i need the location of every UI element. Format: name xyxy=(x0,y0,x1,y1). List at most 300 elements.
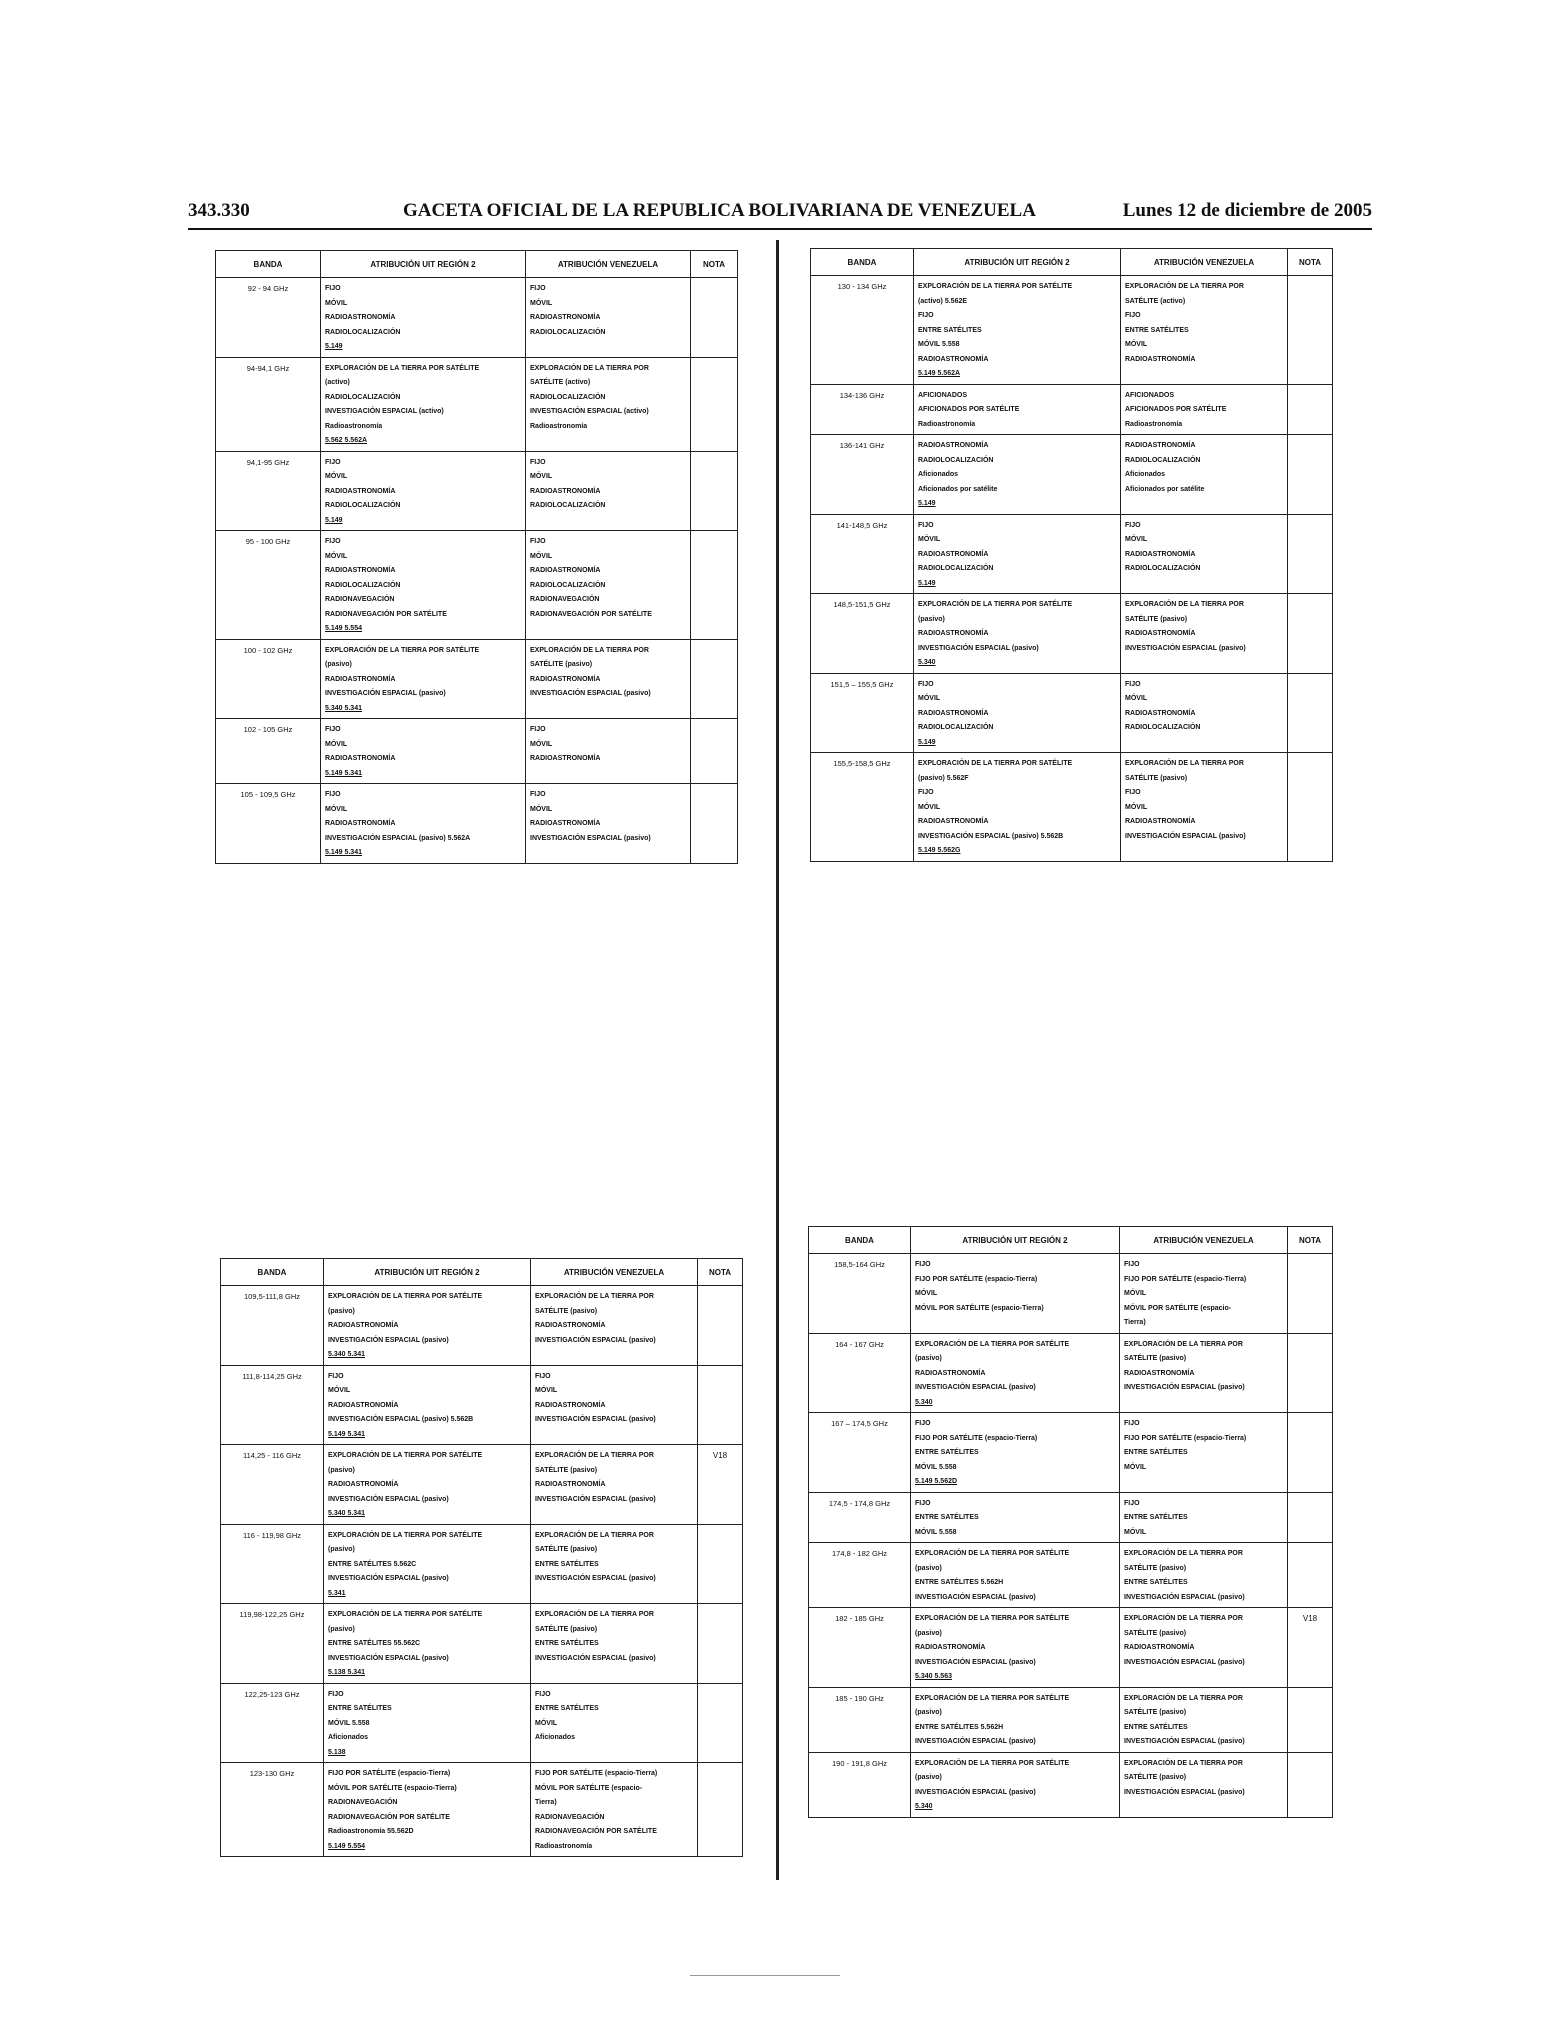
allocation-line: SATÉLITE (pasivo) xyxy=(1124,1709,1187,1716)
allocation-line: Radioastronomía xyxy=(325,422,383,430)
allocation-line: RADIOASTRONOMÍA xyxy=(530,567,601,574)
allocation-line: Tierra) xyxy=(535,1799,557,1806)
venezuela-header: ATRIBUCIÓN VENEZUELA xyxy=(531,1259,698,1286)
footnote-refs: 5.340 xyxy=(915,1398,933,1406)
footnote-refs: 5.149 5.562G xyxy=(918,847,961,854)
allocation-line: MÓVIL xyxy=(1125,695,1148,702)
allocation-line: MÓVIL xyxy=(325,805,348,813)
allocation-line: Radioastronomía 55.562D xyxy=(328,1828,414,1835)
frequency-table-bottom-right xyxy=(808,1226,1333,1818)
column-divider xyxy=(776,240,779,1880)
allocation-line: INVESTIGACIÓN ESPACIAL (pasivo) xyxy=(1124,1593,1245,1601)
region2-cell xyxy=(911,1254,1120,1334)
banda-header: BANDA xyxy=(811,249,914,276)
band-cell: 141-148,5 GHz xyxy=(811,514,914,594)
region2-header: ATRIBUCIÓN UIT REGIÓN 2 xyxy=(321,251,526,278)
region2-cell xyxy=(321,451,526,531)
venezuela-cell xyxy=(526,639,691,719)
allocation-line: FIJO POR SATÉLITE (espacio-Tierra) xyxy=(1124,1275,1247,1283)
allocation-line: FIJO POR SATÉLITE (espacio-Tierra) xyxy=(535,1770,658,1777)
allocation-line: ENTRE SATÉLITES xyxy=(535,1705,599,1712)
band-cell: 105 - 109,5 GHz xyxy=(216,784,321,864)
allocation-line: AFICIONADOS POR SATÉLITE xyxy=(918,406,1020,413)
allocation-line: RADIOLOCALIZACIÓN xyxy=(325,502,401,509)
table-row xyxy=(811,673,1333,753)
allocation-line: EXPLORACIÓN DE LA TIERRA POR SATÉLITE xyxy=(328,1293,483,1300)
allocation-line: FIJO xyxy=(918,521,934,529)
allocation-line: EXPLORACIÓN DE LA TIERRA POR SATÉLITE xyxy=(328,1611,483,1618)
venezuela-cell xyxy=(1120,1492,1288,1543)
frequency-table-top-left xyxy=(215,250,738,864)
venezuela-cell xyxy=(1121,384,1288,435)
region2-cell xyxy=(914,753,1121,862)
allocation-line: FIJO POR SATÉLITE (espacio-Tierra) xyxy=(1124,1434,1247,1442)
footnote-refs: 5.340 xyxy=(915,1803,933,1810)
allocation-line: AFICIONADOS xyxy=(1125,391,1174,399)
nota-cell xyxy=(1288,1254,1333,1334)
band-cell: 134-136 GHz xyxy=(811,384,914,435)
allocation-line: RADIOASTRONOMÍA xyxy=(918,630,989,637)
allocation-line: RADIOASTRONOMÍA xyxy=(325,487,396,495)
allocation-line: ENTRE SATÉLITES 55.562C xyxy=(328,1640,421,1647)
footnote-refs: 5.149 5.562D xyxy=(915,1478,958,1485)
allocation-line: FIJO xyxy=(530,791,546,798)
allocation-line: RADIOASTRONOMÍA xyxy=(530,820,601,827)
allocation-line: RADIOASTRONOMÍA xyxy=(1125,550,1196,558)
allocation-line: EXPLORACIÓN DE LA TIERRA POR xyxy=(1124,1550,1243,1557)
allocation-line: EXPLORACIÓN DE LA TIERRA POR SATÉLITE xyxy=(915,1615,1070,1622)
allocation-line: INVESTIGACIÓN ESPACIAL (pasivo) xyxy=(1124,1658,1245,1666)
region2-cell xyxy=(911,1608,1120,1688)
allocation-line: FIJO xyxy=(918,680,934,688)
gazette-title: GACETA OFICIAL DE LA REPUBLICA BOLIVARIANA DE VENEZUELA xyxy=(403,200,1036,221)
allocation-line: FIJO xyxy=(915,1261,931,1268)
allocation-line: FIJO xyxy=(1124,1261,1140,1268)
nota-cell: V18 xyxy=(1288,1608,1333,1688)
allocation-line: INVESTIGACIÓN ESPACIAL (activo) xyxy=(530,408,649,415)
venezuela-cell xyxy=(531,1683,698,1763)
allocation-line: RADIOLOCALIZACIÓN xyxy=(1125,724,1201,731)
allocation-line: FIJO xyxy=(325,538,341,545)
nota-cell xyxy=(691,531,738,640)
allocation-line: FIJO xyxy=(530,458,546,466)
nota-cell xyxy=(1288,276,1333,385)
allocation-line: ENTRE SATÉLITES xyxy=(1124,1514,1188,1521)
table-row xyxy=(809,1492,1333,1543)
table-row xyxy=(221,1286,743,1366)
band-cell: 151,5 – 155,5 GHz xyxy=(811,673,914,753)
venezuela-cell xyxy=(1120,1413,1288,1493)
allocation-line: ENTRE SATÉLITES xyxy=(918,326,982,334)
footnote-refs: 5.340 5.563 xyxy=(915,1673,952,1680)
allocation-line: FIJO xyxy=(915,1499,931,1507)
region2-cell xyxy=(914,276,1121,385)
venezuela-cell xyxy=(531,1365,698,1445)
table-row xyxy=(811,514,1333,594)
region2-cell xyxy=(911,1543,1120,1608)
publication-date: Lunes 12 de diciembre de 2005 xyxy=(1122,200,1372,221)
footnote-refs: 5.340 5.341 xyxy=(328,1510,365,1517)
allocation-line: (pasivo) 5.562F xyxy=(918,774,969,782)
allocation-line: INVESTIGACIÓN ESPACIAL (pasivo) xyxy=(530,834,651,842)
allocation-line: RADIOASTRONOMÍA xyxy=(325,820,396,827)
allocation-line: EXPLORACIÓN DE LA TIERRA POR xyxy=(535,1531,654,1539)
allocation-line: INVESTIGACIÓN ESPACIAL (pasivo) xyxy=(1124,1384,1245,1391)
table-row xyxy=(221,1365,743,1445)
page-number: 343.330 xyxy=(188,200,250,221)
footnote-refs: 5.149 xyxy=(918,500,936,507)
allocation-line: EXPLORACIÓN DE LA TIERRA POR xyxy=(1124,1759,1243,1767)
allocation-line: RADIOASTRONOMÍA xyxy=(1125,709,1196,717)
venezuela-cell xyxy=(1121,276,1288,385)
allocation-line: RADIOLOCALIZACIÓN xyxy=(530,502,606,509)
allocation-line: (pasivo) xyxy=(915,1629,942,1637)
band-cell: 182 - 185 GHz xyxy=(809,1608,911,1688)
allocation-line: MÓVIL POR SATÉLITE (espacio-Tierra) xyxy=(328,1784,457,1792)
venezuela-cell xyxy=(526,784,691,864)
allocation-line: INVESTIGACIÓN ESPACIAL (pasivo) xyxy=(328,1654,449,1662)
nota-cell xyxy=(1288,1492,1333,1543)
band-cell: 102 - 105 GHz xyxy=(216,719,321,784)
allocation-line: EXPLORACIÓN DE LA TIERRA POR xyxy=(1124,1615,1243,1622)
nota-cell xyxy=(1288,435,1333,515)
allocation-line: MÓVIL xyxy=(530,805,553,813)
region2-cell xyxy=(324,1365,531,1445)
allocation-line: EXPLORACIÓN DE LA TIERRA POR SATÉLITE xyxy=(915,1550,1070,1557)
region2-cell xyxy=(324,1286,531,1366)
allocation-line: (activo) xyxy=(325,379,350,386)
venezuela-cell xyxy=(526,357,691,451)
venezuela-cell xyxy=(1120,1608,1288,1688)
allocation-line: EXPLORACIÓN DE LA TIERRA POR xyxy=(530,646,649,654)
allocation-line: MÓVIL xyxy=(325,552,348,560)
allocation-line: EXPLORACIÓN DE LA TIERRA POR SATÉLITE xyxy=(328,1452,483,1459)
allocation-line: RADIOASTRONOMÍA xyxy=(535,1322,606,1329)
band-cell: 164 - 167 GHz xyxy=(809,1333,911,1413)
nota-cell xyxy=(698,1365,743,1445)
allocation-line: RADIOASTRONOMÍA xyxy=(1125,355,1196,363)
nota-cell: V18 xyxy=(698,1445,743,1525)
band-cell: 100 - 102 GHz xyxy=(216,639,321,719)
table-row xyxy=(221,1763,743,1857)
band-cell: 123-130 GHz xyxy=(221,1763,324,1857)
allocation-line: FIJO xyxy=(530,285,546,292)
allocation-line: RADIONAVEGACIÓN POR SATÉLITE xyxy=(328,1813,450,1821)
region2-cell xyxy=(911,1413,1120,1493)
venezuela-cell xyxy=(1121,594,1288,674)
nota-cell xyxy=(691,278,738,358)
venezuela-cell xyxy=(526,719,691,784)
allocation-line: INVESTIGACIÓN ESPACIAL (pasivo) xyxy=(535,1336,656,1344)
allocation-line: RADIOLOCALIZACIÓN xyxy=(1125,456,1201,464)
allocation-line: EXPLORACIÓN DE LA TIERRA POR SATÉLITE xyxy=(915,1694,1070,1702)
venezuela-header: ATRIBUCIÓN VENEZUELA xyxy=(526,251,691,278)
allocation-line: RADIOASTRONOMÍA xyxy=(918,355,989,363)
allocation-line: ENTRE SATÉLITES xyxy=(1124,1579,1188,1586)
allocation-line: RADIOLOCALIZACIÓN xyxy=(325,328,401,336)
allocation-line: SATÉLITE (pasivo) xyxy=(1124,1355,1187,1362)
venezuela-cell xyxy=(531,1286,698,1366)
nota-cell xyxy=(698,1683,743,1763)
allocation-line: RADIOLOCALIZACIÓN xyxy=(530,328,606,336)
allocation-line: RADIOASTRONOMÍA xyxy=(915,1644,986,1651)
table-row xyxy=(216,278,738,358)
table-row xyxy=(216,357,738,451)
allocation-line: (pasivo) xyxy=(915,1709,942,1716)
allocation-line: RADIOASTRONOMÍA xyxy=(530,755,601,762)
footnote-refs: 5.149 xyxy=(325,516,343,524)
nota-header: NOTA xyxy=(698,1259,743,1286)
allocation-line: ENTRE SATÉLITES 5.562C xyxy=(328,1560,417,1568)
allocation-line: SATÉLITE (pasivo) xyxy=(1124,1564,1187,1572)
allocation-line: INVESTIGACIÓN ESPACIAL (activo) xyxy=(325,408,444,415)
allocation-line: Radioastronomía xyxy=(535,1842,593,1850)
allocation-line: SATÉLITE (pasivo) xyxy=(535,1546,598,1553)
nota-header: NOTA xyxy=(1288,1227,1333,1254)
allocation-line: RADIOASTRONOMÍA xyxy=(535,1481,606,1488)
allocation-line: FIJO xyxy=(1125,521,1141,529)
allocation-line: INVESTIGACIÓN ESPACIAL (pasivo) xyxy=(328,1336,449,1344)
footnote-refs: 5.149 5.562A xyxy=(918,370,961,377)
allocation-line: SATÉLITE (activo) xyxy=(1125,297,1186,305)
allocation-line: EXPLORACIÓN DE LA TIERRA POR xyxy=(535,1611,654,1618)
footnote-refs: 5.138 xyxy=(328,1748,346,1756)
allocation-line: INVESTIGACIÓN ESPACIAL (pasivo) xyxy=(915,1384,1036,1391)
venezuela-cell xyxy=(526,451,691,531)
venezuela-header: ATRIBUCIÓN VENEZUELA xyxy=(1121,249,1288,276)
allocation-line: MÓVIL xyxy=(530,299,553,307)
nota-cell xyxy=(1288,1752,1333,1817)
allocation-line: RADIOASTRONOMÍA xyxy=(1125,442,1196,449)
table-row xyxy=(221,1683,743,1763)
band-cell: 95 - 100 GHz xyxy=(216,531,321,640)
allocation-line: FIJO xyxy=(325,458,341,466)
venezuela-cell xyxy=(526,278,691,358)
footnote-refs: 5.149 5.554 xyxy=(328,1842,365,1850)
table-row xyxy=(216,719,738,784)
footnote-refs: 5.138 5.341 xyxy=(328,1669,365,1676)
allocation-line: MÓVIL xyxy=(1124,1528,1147,1536)
allocation-line: FIJO xyxy=(530,726,546,733)
allocation-line: RADIOLOCALIZACIÓN xyxy=(918,724,994,731)
allocation-line: RADIOASTRONOMÍA xyxy=(328,1322,399,1329)
allocation-line: INVESTIGACIÓN ESPACIAL (pasivo) xyxy=(1125,832,1246,840)
allocation-line: MÓVIL xyxy=(918,536,941,543)
allocation-line: EXPLORACIÓN DE LA TIERRA POR xyxy=(530,364,649,372)
allocation-line: SATÉLITE (pasivo) xyxy=(1124,1629,1187,1637)
page-header xyxy=(188,198,1372,230)
allocation-line: EXPLORACIÓN DE LA TIERRA POR xyxy=(535,1293,654,1300)
allocation-line: INVESTIGACIÓN ESPACIAL (pasivo) xyxy=(915,1738,1036,1745)
allocation-line: MÓVIL xyxy=(530,552,553,560)
allocation-line: MÓVIL xyxy=(530,740,553,748)
region2-cell xyxy=(914,435,1121,515)
band-cell: 174,5 - 174,8 GHz xyxy=(809,1492,911,1543)
region2-cell xyxy=(914,594,1121,674)
allocation-line: MÓVIL xyxy=(1124,1463,1147,1471)
footnote-refs: 5.149 xyxy=(918,579,936,587)
allocation-line: EXPLORACIÓN DE LA TIERRA POR SATÉLITE xyxy=(915,1759,1070,1767)
region2-cell xyxy=(321,278,526,358)
venezuela-cell xyxy=(1121,514,1288,594)
footnote-refs: 5.149 xyxy=(918,738,936,746)
region2-cell xyxy=(914,673,1121,753)
allocation-line: MÓVIL xyxy=(1125,341,1148,348)
frequency-table-top-right xyxy=(810,248,1333,862)
allocation-line: (pasivo) xyxy=(918,615,945,623)
allocation-line: Aficionados por satélite xyxy=(1125,485,1205,493)
allocation-line: EXPLORACIÓN DE LA TIERRA POR SATÉLITE xyxy=(325,364,480,372)
nota-cell xyxy=(1288,753,1333,862)
allocation-line: (pasivo) xyxy=(915,1564,942,1572)
table-row xyxy=(221,1524,743,1604)
region2-cell xyxy=(914,384,1121,435)
band-cell: 155,5-158,5 GHz xyxy=(811,753,914,862)
allocation-line: EXPLORACIÓN DE LA TIERRA POR SATÉLITE xyxy=(918,601,1073,608)
nota-cell xyxy=(691,451,738,531)
table-row xyxy=(809,1333,1333,1413)
allocation-line: Radioastronomía xyxy=(1125,420,1183,428)
allocation-line: MÓVIL xyxy=(918,695,941,702)
allocation-line: SATÉLITE (activo) xyxy=(530,379,591,386)
allocation-line: RADIOLOCALIZACIÓN xyxy=(530,393,606,401)
allocation-line: SATÉLITE (pasivo) xyxy=(530,661,593,668)
band-cell: 114,25 - 116 GHz xyxy=(221,1445,324,1525)
table-row xyxy=(216,531,738,640)
table-row xyxy=(809,1608,1333,1688)
allocation-line: EXPLORACIÓN DE LA TIERRA POR xyxy=(1125,601,1244,608)
table-row xyxy=(811,276,1333,385)
footnote-refs: 5.149 5.341 xyxy=(325,769,362,777)
footnote-refs: 5.340 5.341 xyxy=(325,704,362,712)
band-cell: 92 - 94 GHz xyxy=(216,278,321,358)
band-cell: 94,1-95 GHz xyxy=(216,451,321,531)
band-cell: 111,8-114,25 GHz xyxy=(221,1365,324,1445)
allocation-line: ENTRE SATÉLITES 5.562H xyxy=(915,1723,1004,1731)
venezuela-cell xyxy=(526,531,691,640)
allocation-line: RADIONAVEGACIÓN xyxy=(328,1799,398,1806)
allocation-line: INVESTIGACIÓN ESPACIAL (pasivo) xyxy=(915,1788,1036,1796)
allocation-line: FIJO xyxy=(1125,789,1141,796)
allocation-line: MÓVIL xyxy=(1125,803,1148,811)
footnote-refs: 5.341 xyxy=(328,1589,346,1597)
allocation-line: FIJO POR SATÉLITE (espacio-Tierra) xyxy=(915,1275,1038,1283)
allocation-line: FIJO xyxy=(915,1420,931,1427)
allocation-line: FIJO xyxy=(328,1690,344,1698)
allocation-line: MÓVIL xyxy=(918,803,941,811)
allocation-line: (pasivo) xyxy=(325,661,352,668)
allocation-line: RADIONAVEGACIÓN POR SATÉLITE xyxy=(530,610,652,618)
allocation-line: SATÉLITE (pasivo) xyxy=(1125,774,1188,782)
allocation-line: MÓVIL xyxy=(1124,1290,1147,1297)
allocation-line: FIJO xyxy=(328,1372,344,1380)
allocation-line: (pasivo) xyxy=(328,1546,355,1553)
frequency-table-bottom-left xyxy=(220,1258,743,1857)
allocation-line: FIJO xyxy=(918,312,934,319)
region2-cell xyxy=(914,514,1121,594)
nota-cell xyxy=(1288,1543,1333,1608)
allocation-line: EXPLORACIÓN DE LA TIERRA POR SATÉLITE xyxy=(325,646,480,654)
allocation-line: ENTRE SATÉLITES xyxy=(915,1449,979,1456)
venezuela-cell xyxy=(1120,1687,1288,1752)
allocation-line: INVESTIGACIÓN ESPACIAL (pasivo) xyxy=(918,644,1039,652)
table-header-row xyxy=(221,1259,743,1286)
allocation-line: INVESTIGACIÓN ESPACIAL (pasivo) xyxy=(328,1575,449,1582)
allocation-line: ENTRE SATÉLITES 5.562H xyxy=(915,1579,1004,1586)
band-cell: 109,5-111,8 GHz xyxy=(221,1286,324,1366)
allocation-line: (pasivo) xyxy=(328,1466,355,1474)
allocation-line: INVESTIGACIÓN ESPACIAL (pasivo) xyxy=(915,1658,1036,1666)
allocation-line: INVESTIGACIÓN ESPACIAL (pasivo) xyxy=(1125,644,1246,652)
allocation-line: RADIOASTRONOMÍA xyxy=(530,487,601,495)
venezuela-cell xyxy=(1120,1254,1288,1334)
band-cell: 185 - 190 GHz xyxy=(809,1687,911,1752)
allocation-line: FIJO xyxy=(1124,1420,1140,1427)
nota-cell xyxy=(1288,384,1333,435)
allocation-line: RADIOASTRONOMÍA xyxy=(918,818,989,825)
region2-cell xyxy=(321,719,526,784)
region2-cell xyxy=(321,357,526,451)
venezuela-cell xyxy=(1121,753,1288,862)
allocation-line: EXPLORACIÓN DE LA TIERRA POR xyxy=(535,1452,654,1459)
allocation-line: FIJO POR SATÉLITE (espacio-Tierra) xyxy=(328,1770,451,1777)
allocation-line: RADIOASTRONOMÍA xyxy=(325,755,396,762)
allocation-line: MÓVIL xyxy=(325,473,348,480)
allocation-line: RADIOASTRONOMÍA xyxy=(530,675,601,683)
band-cell: 122,25-123 GHz xyxy=(221,1683,324,1763)
allocation-line: SATÉLITE (pasivo) xyxy=(535,1625,598,1633)
nota-cell xyxy=(691,784,738,864)
allocation-line: ENTRE SATÉLITES xyxy=(1124,1449,1188,1456)
allocation-line: RADIOASTRONOMÍA xyxy=(325,567,396,574)
allocation-line: RADIONAVEGACIÓN xyxy=(535,1813,605,1821)
allocation-line: EXPLORACIÓN DE LA TIERRA POR SATÉLITE xyxy=(915,1340,1070,1348)
allocation-line: ENTRE SATÉLITES xyxy=(328,1705,392,1712)
allocation-line: RADIOLOCALIZACIÓN xyxy=(918,565,994,572)
venezuela-cell xyxy=(1120,1543,1288,1608)
allocation-line: RADIOASTRONOMÍA xyxy=(915,1369,986,1377)
allocation-line: INVESTIGACIÓN ESPACIAL (pasivo) xyxy=(1124,1738,1245,1745)
allocation-line: MÓVIL 5.558 xyxy=(328,1719,370,1727)
allocation-line: MÓVIL 5.558 xyxy=(915,1528,957,1536)
allocation-line: FIJO xyxy=(535,1372,551,1380)
allocation-line: FIJO xyxy=(918,789,934,796)
allocation-line: FIJO xyxy=(325,791,341,798)
band-cell: 94-94,1 GHz xyxy=(216,357,321,451)
region2-cell xyxy=(324,1524,531,1604)
allocation-line: RADIOLOCALIZACIÓN xyxy=(325,393,401,401)
allocation-line: RADIOASTRONOMÍA xyxy=(328,1401,399,1409)
allocation-line: (pasivo) xyxy=(915,1355,942,1362)
allocation-line: (pasivo) xyxy=(328,1307,355,1315)
nota-header: NOTA xyxy=(691,251,738,278)
allocation-line: MÓVIL xyxy=(325,740,348,748)
allocation-line: FIJO xyxy=(1125,680,1141,688)
allocation-line: MÓVIL 5.558 xyxy=(918,341,960,348)
allocation-line: INVESTIGACIÓN ESPACIAL (pasivo) xyxy=(915,1593,1036,1601)
region2-header: ATRIBUCIÓN UIT REGIÓN 2 xyxy=(911,1227,1120,1254)
banda-header: BANDA xyxy=(221,1259,324,1286)
nota-cell xyxy=(1288,594,1333,674)
allocation-line: MÓVIL POR SATÉLITE (espacio- xyxy=(1124,1304,1232,1312)
allocation-line: RADIONAVEGACIÓN POR SATÉLITE xyxy=(325,610,447,618)
allocation-line: EXPLORACIÓN DE LA TIERRA POR SATÉLITE xyxy=(328,1531,483,1539)
table-header-row xyxy=(216,251,738,278)
allocation-line: Radioastronomía xyxy=(530,422,588,430)
allocation-line: RADIONAVEGACIÓN POR SATÉLITE xyxy=(535,1828,657,1835)
allocation-line: MÓVIL 5.558 xyxy=(915,1463,957,1471)
allocation-line: EXPLORACIÓN DE LA TIERRA POR SATÉLITE xyxy=(918,283,1073,290)
